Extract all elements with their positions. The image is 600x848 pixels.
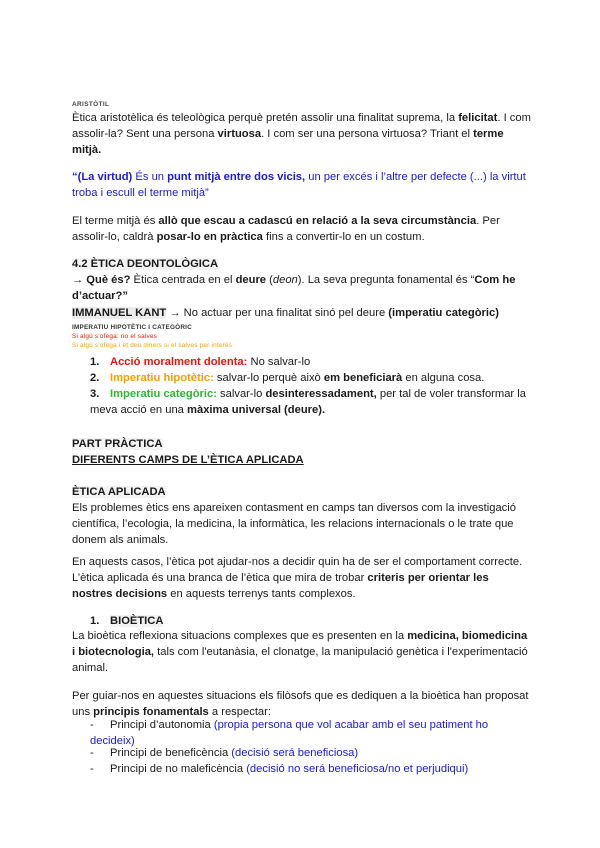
deontologica-question: → Què és? Ètica centrada en el deure (deon). La seva pregunta fonamental és “Com he d’actuar?” <box>72 274 516 302</box>
bioetica-paragraph-1: La bioètica reflexiona situacions complexes que es presenten en la medicina, biomedicina i biotecnologia, tals com l'eutanàsia, el clonatge, la manipulació genètica i l'experimentació animal. <box>72 630 528 674</box>
etica-aplicada-heading: ÈTICA APLICADA <box>72 486 166 498</box>
etica-aplicada-paragraph-1: Els problemes ètics ens apareixen contasment en camps tan diversos com la investigació científica, l’ecologia, la medicina, la informàtica, les relacions internacionals o le trate que donem als animals. <box>72 502 516 546</box>
camps-etica-heading: DIFERENTS CAMPS DE L’ÈTICA APLICADA <box>72 454 304 466</box>
virtud-quote: “(La virtud) És un punt mitjà entre dos vicis, un per excés i l’altre per defecte (...) la virtut troba i escull el terme mitjà” <box>72 171 526 199</box>
etica-aplicada-paragraph-2: En aquests casos, l’ètica pot ajudar-nos a decidir quin ha de ser el comportament correcte. L’ètica aplicada és una branca de l’ètica que mira de trobar criteris per orientar les nostres decisions en aquests terrenys tants complexos. <box>72 556 523 600</box>
terme-mitja-paragraph: El terme mitjà és allò que escau a cadascú en relació a la seva circumstància. Per assolir-lo, caldrà posar-lo en pràctica fins a convertir-lo en un costum. <box>72 215 500 243</box>
deontologica-heading: 4.2 ÈTICA DEONTOLÒGICA <box>72 258 219 270</box>
imperatiu-subheading: IMPERATIU HIPOTÈTIC I CATEGÒRIC <box>72 324 192 331</box>
kant-line: IMMANUEL KANT → No actuar per una finalitat sinó pel deure (imperatiu categòric) <box>72 307 499 319</box>
principle-autonomia: - Principi d’autonomia (propia persona que vol acabar amb el seu patiment ho decideix) <box>90 719 489 747</box>
imperatiu-item-2: 2. Imperatiu hipotètic: salvar-lo perquè això em beneficiarà en alguna cosa. <box>90 372 485 384</box>
imperatiu-item-1: 1. Acció moralment dolenta: No salvar-lo <box>90 356 311 368</box>
bioetica-heading: 1. BIOÈTICA <box>90 615 164 627</box>
principle-no-maleficencia: - Principi de no maleficència (decisió no será beneficiosa/no et perjudiqui) <box>90 763 469 775</box>
aristotil-heading: ARISTÒTIL <box>72 101 110 108</box>
ofega-note-2: Si algú s’ofega i et deu diners si el salves per interès <box>72 342 233 349</box>
principle-beneficencia: - Principi de beneficència (decisió será beneficiosa) <box>90 747 359 759</box>
part-practica-heading: PART PRÀCTICA <box>72 438 163 450</box>
imperatiu-item-3: 3. Imperatiu categòric: salvar-lo desinteressadament, per tal de voler transformar la meva acció en una màxima universal (deure). <box>90 388 526 416</box>
aristotil-paragraph: Ètica aristotèlica és teleològica perquè pretén assolir una finalitat suprema, la felicitat. I com assolir-la? Sent una persona virtuosa. I com ser una persona virtuosa? Triant el terme mitjà. <box>72 112 531 156</box>
ofega-note-1: Si algú s’ofega: no el salves <box>72 333 158 340</box>
bioetica-paragraph-2: Per guiar-nos en aquestes situacions els filòsofs que es dediquen a la bioètica han proposat uns principis fonamentals a respectar: <box>72 690 529 718</box>
